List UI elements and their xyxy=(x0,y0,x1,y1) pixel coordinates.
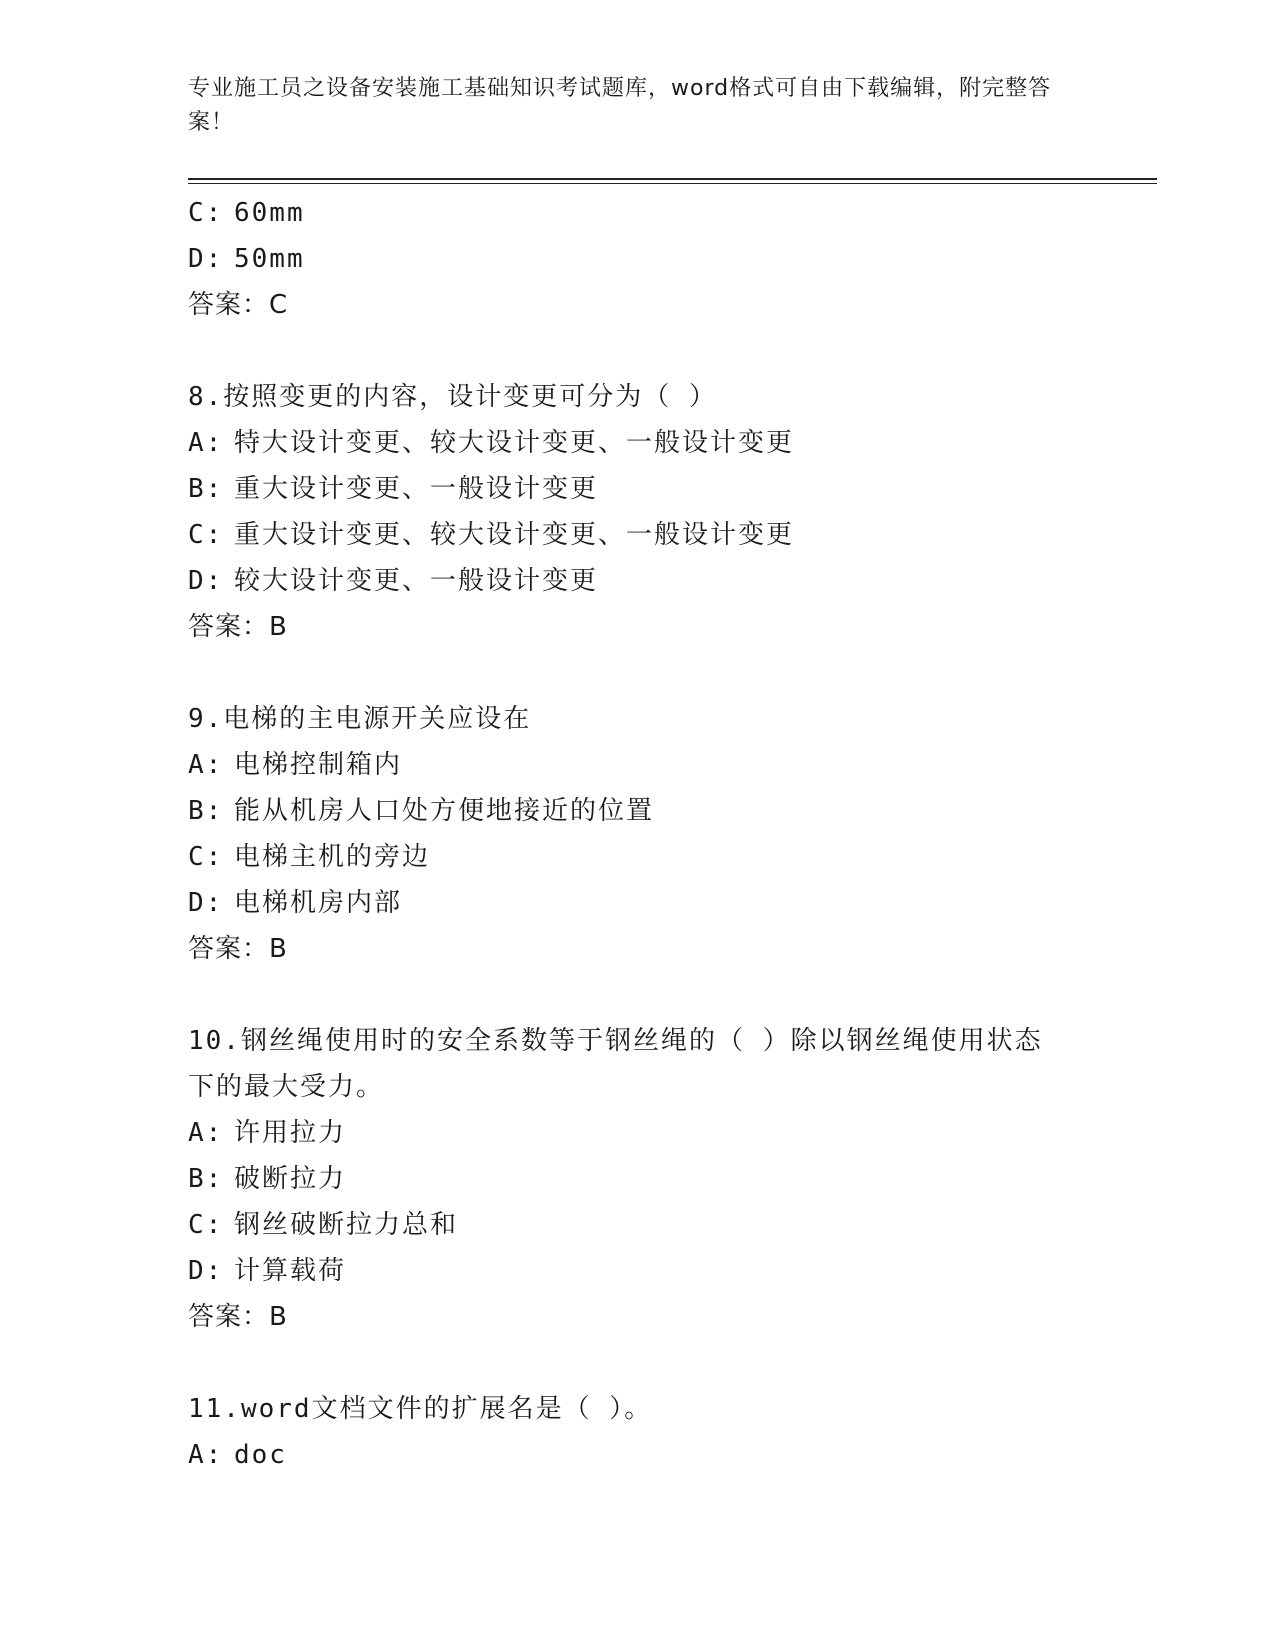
header-divider-thin xyxy=(188,183,1157,184)
option-c xyxy=(188,512,1088,558)
option-letter: D: xyxy=(188,1256,224,1286)
answer-line: 答案：B xyxy=(188,1302,288,1332)
option-text: 电梯主机的旁边 xyxy=(234,842,431,872)
question-content xyxy=(188,190,1088,1478)
option-letter: D: xyxy=(188,888,224,918)
option-text: 重大设计变更、一般设计变更 xyxy=(234,474,599,504)
option-text: 能从机房人口处方便地接近的位置 xyxy=(234,796,655,826)
answer-line: 答案：B xyxy=(188,934,288,964)
option-text: 电梯机房内部 xyxy=(234,888,403,918)
option-letter: A: xyxy=(188,750,224,780)
option-c xyxy=(188,834,1088,880)
question-stem: 11.word文档文件的扩展名是（ ）。 xyxy=(188,1394,653,1424)
option-a xyxy=(188,420,1088,466)
option-text: 电梯控制箱内 xyxy=(234,750,403,780)
option-c xyxy=(188,190,1088,236)
question-stem: 10.钢丝绳使用时的安全系数等于钢丝绳的（ ）除以钢丝绳使用状态下的最大受力。 xyxy=(188,1026,1043,1102)
option-letter: A: xyxy=(188,1118,224,1148)
document-header: 专业施工员之设备安装施工基础知识考试题库，word格式可自由下载编辑，附完整答案！ xyxy=(188,76,1052,135)
option-text: 计算载荷 xyxy=(234,1256,347,1286)
option-d xyxy=(188,880,1088,926)
option-letter: C: xyxy=(188,520,224,550)
option-letter: D: xyxy=(188,244,224,274)
option-letter: C: xyxy=(188,198,224,228)
option-letter: B: xyxy=(188,796,224,826)
option-d xyxy=(188,1248,1088,1294)
option-b xyxy=(188,788,1088,834)
question-stem: 8.按照变更的内容，设计变更可分为（ ） xyxy=(188,382,717,412)
option-text: doc xyxy=(234,1440,287,1470)
option-text: 许用拉力 xyxy=(234,1118,347,1148)
option-b xyxy=(188,466,1088,512)
header-divider-thick xyxy=(188,178,1157,180)
answer-line: 答案：B xyxy=(188,612,288,642)
option-text: 钢丝破断拉力总和 xyxy=(234,1210,459,1240)
option-a xyxy=(188,742,1088,788)
option-letter: B: xyxy=(188,474,224,504)
option-text: 较大设计变更、一般设计变更 xyxy=(234,566,599,596)
option-text: 60mm xyxy=(234,198,305,228)
answer-line: 答案：C xyxy=(188,290,289,320)
option-a xyxy=(188,1432,1088,1478)
option-letter: C: xyxy=(188,842,224,872)
option-text: 特大设计变更、较大设计变更、一般设计变更 xyxy=(234,428,795,458)
option-d xyxy=(188,558,1088,604)
question-stem: 9.电梯的主电源开关应设在 xyxy=(188,704,532,734)
option-text: 50mm xyxy=(234,244,305,274)
option-text: 重大设计变更、较大设计变更、一般设计变更 xyxy=(234,520,795,550)
option-letter: D: xyxy=(188,566,224,596)
option-b xyxy=(188,1156,1088,1202)
option-letter: B: xyxy=(188,1164,224,1194)
option-letter: A: xyxy=(188,428,224,458)
option-letter: A: xyxy=(188,1440,224,1470)
option-d xyxy=(188,236,1088,282)
option-letter: C: xyxy=(188,1210,224,1240)
option-a xyxy=(188,1110,1088,1156)
option-c xyxy=(188,1202,1088,1248)
option-text: 破断拉力 xyxy=(234,1164,347,1194)
